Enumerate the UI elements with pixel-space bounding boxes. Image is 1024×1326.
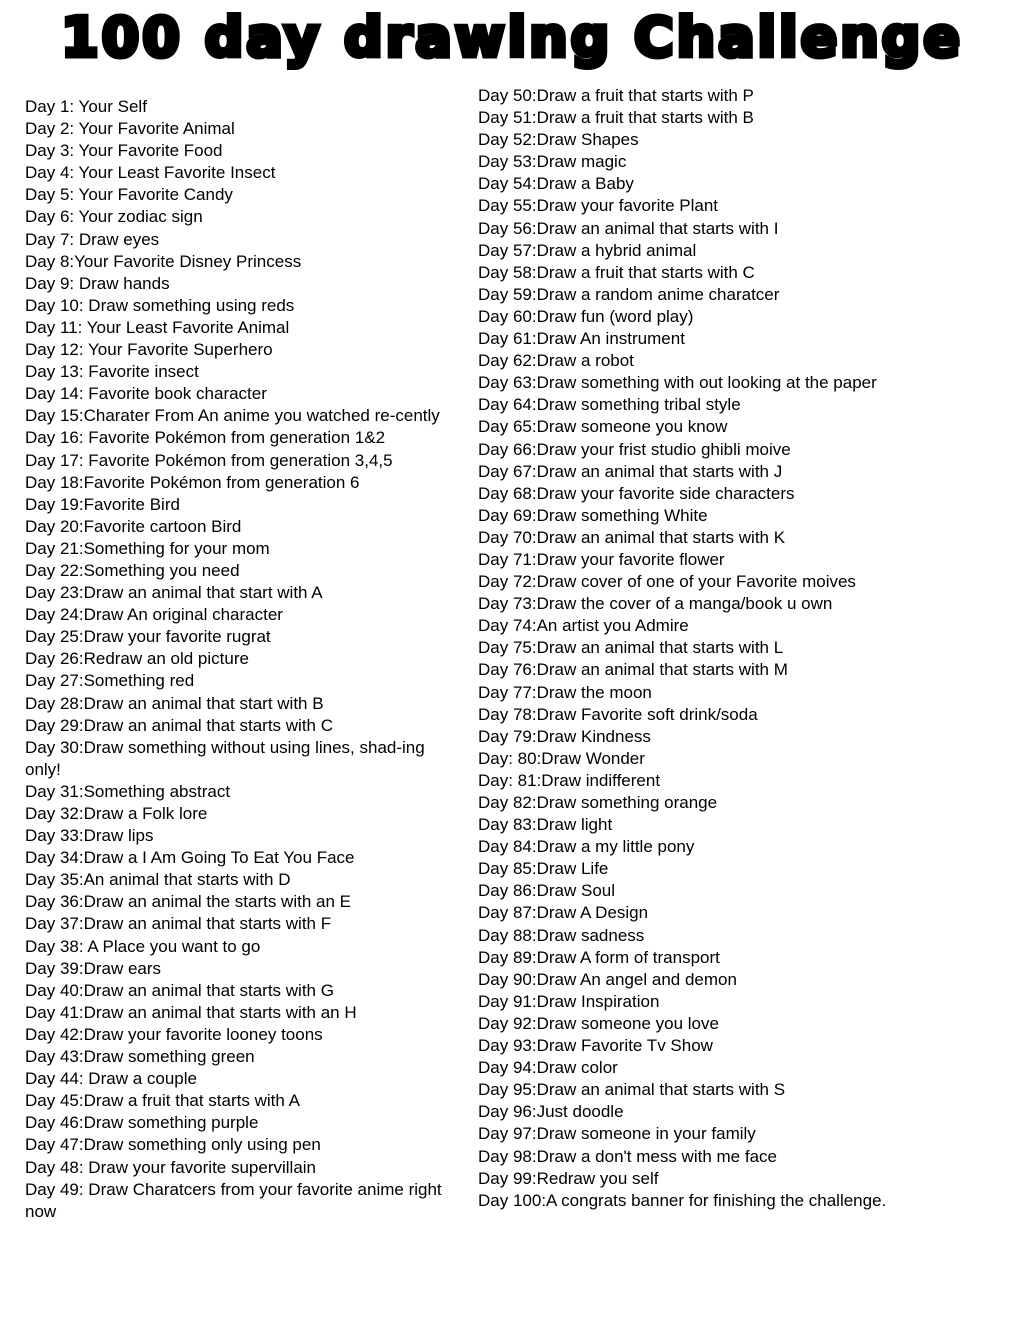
challenge-item: Day 40:Draw an animal that starts with G bbox=[25, 980, 334, 1000]
challenge-item: Day 75:Draw an animal that starts with L bbox=[478, 638, 784, 658]
challenge-item: Day 63:Draw something with out looking at the paper bbox=[478, 373, 877, 393]
challenge-item: Day 64:Draw something tribal style bbox=[478, 395, 741, 415]
challenge-item: Day 28:Draw an animal that start with B bbox=[25, 693, 324, 713]
challenge-item: Day 50:Draw a fruit that starts with P bbox=[478, 86, 754, 105]
challenge-item: Day 39:Draw ears bbox=[25, 958, 162, 978]
challenge-item: Day 29:Draw an animal that starts with C bbox=[25, 715, 334, 735]
challenge-item: Day 70:Draw an animal that starts with K bbox=[478, 527, 786, 547]
challenge-item: Day 46:Draw something purple bbox=[25, 1113, 259, 1133]
challenge-item: Day 76:Draw an animal that starts with M bbox=[478, 660, 788, 680]
challenge-item: Day 62:Draw a robot bbox=[478, 351, 634, 371]
challenge-item: Day 100:A congrats banner for finishing the challenge. bbox=[478, 1190, 887, 1210]
challenge-item: Day 18:Favorite Pokémon from generation 6 bbox=[25, 472, 360, 492]
challenge-item: Day 15:Charater From An anime you watched re-cently bbox=[25, 406, 440, 426]
challenge-item: Day 38: A Place you want to go bbox=[25, 936, 261, 956]
challenge-item: Day 23:Draw an animal that start with A bbox=[25, 583, 323, 603]
challenge-item: Day 68:Draw your favorite side characters bbox=[478, 483, 795, 503]
challenge-item: Day 31:Something abstract bbox=[25, 781, 231, 801]
challenge-item: Day 65:Draw someone you know bbox=[478, 417, 728, 437]
challenge-item: Day 60:Draw fun (word play) bbox=[478, 306, 694, 326]
challenge-item: Day 98:Draw a don't mess with me face bbox=[478, 1146, 777, 1166]
challenge-item: Day 72:Draw cover of one of your Favorite moives bbox=[478, 572, 856, 592]
challenge-item: Day: 80:Draw Wonder bbox=[478, 748, 645, 768]
challenge-item: Day 97:Draw someone in your family bbox=[478, 1124, 756, 1144]
challenge-item: Day 43:Draw something green bbox=[25, 1047, 255, 1067]
challenge-item: Day 53:Draw magic bbox=[478, 152, 627, 172]
right-column bbox=[478, 85, 1020, 1212]
challenge-item: Day 17: Favorite Pokémon from generation 3,4,5 bbox=[25, 450, 393, 470]
challenge-item: Day 8:Your Favorite Disney Princess bbox=[25, 251, 302, 271]
challenge-item: Day 85:Draw Life bbox=[478, 859, 609, 879]
challenge-item: Day 67:Draw an animal that starts with J bbox=[478, 461, 783, 481]
challenge-item: Day 51:Draw a fruit that starts with B bbox=[478, 108, 754, 128]
challenge-item: Day 87:Draw A Design bbox=[478, 903, 649, 923]
challenge-item: Day: 81:Draw indifferent bbox=[478, 770, 661, 790]
challenge-item: Day 54:Draw a Baby bbox=[478, 174, 634, 194]
challenge-item: Day 37:Draw an animal that starts with F bbox=[25, 914, 332, 934]
challenge-item: Day 56:Draw an animal that starts with I bbox=[478, 218, 779, 238]
page-title: 100 day drawing Challenge bbox=[61, 6, 963, 69]
challenge-item: Day 86:Draw Soul bbox=[478, 881, 616, 901]
challenge-item: Day 69:Draw something White bbox=[478, 505, 708, 525]
challenge-item: Day 96:Just doodle bbox=[478, 1102, 624, 1122]
challenge-item: Day 93:Draw Favorite Tv Show bbox=[478, 1036, 713, 1056]
challenge-item: Day 19:Favorite Bird bbox=[25, 494, 180, 514]
challenge-item: Day 57:Draw a hybrid animal bbox=[478, 240, 697, 260]
challenge-item: Day 82:Draw something orange bbox=[478, 793, 718, 812]
challenge-item: Day 77:Draw the moon bbox=[478, 682, 652, 702]
challenge-item: Day 84:Draw a my little pony bbox=[478, 837, 695, 857]
challenge-item: Day 27:Something red bbox=[25, 671, 195, 691]
challenge-item: Day 88:Draw sadness bbox=[478, 925, 645, 945]
challenge-item: Day 92:Draw someone you love bbox=[478, 1013, 719, 1033]
challenge-item: Day 47:Draw something only using pen bbox=[25, 1135, 321, 1155]
challenge-item: Day 71:Draw your favorite flower bbox=[478, 549, 725, 569]
challenge-item: Day 89:Draw A form of transport bbox=[478, 947, 720, 967]
challenge-item: Day 13: Favorite insect bbox=[25, 362, 199, 382]
challenge-item: Day 30:Draw something without using lines, shad-ing only! bbox=[25, 737, 425, 779]
challenge-item: Day 55:Draw your favorite Plant bbox=[478, 196, 718, 216]
challenge-item: Day 32:Draw a Folk lore bbox=[25, 804, 208, 823]
challenge-item: Day 21:Something for your mom bbox=[25, 538, 270, 558]
challenge-item: Day 90:Draw An angel and demon bbox=[478, 969, 737, 989]
challenge-item: Day 41:Draw an animal that starts with an H bbox=[25, 1002, 357, 1022]
challenge-item: Day 1: Your Self bbox=[25, 97, 147, 116]
challenge-item: Day 83:Draw light bbox=[478, 815, 613, 835]
challenge-item: Day 78:Draw Favorite soft drink/soda bbox=[478, 704, 758, 724]
challenge-item: Day 95:Draw an animal that starts with S bbox=[478, 1080, 786, 1100]
challenge-item: Day 24:Draw An original character bbox=[25, 605, 283, 625]
challenge-item: Day 4: Your Least Favorite Insect bbox=[25, 163, 276, 183]
challenge-item: Day 49: Draw Charatcers from your favorite anime right now bbox=[25, 1179, 442, 1221]
challenge-item: Day 5: Your Favorite Candy bbox=[25, 185, 233, 205]
challenge-item: Day 10: Draw something using reds bbox=[25, 295, 295, 315]
challenge-item: Day 2: Your Favorite Animal bbox=[25, 119, 235, 139]
challenge-item: Day 58:Draw a fruit that starts with C bbox=[478, 262, 755, 282]
challenge-item: Day 59:Draw a random anime charatcer bbox=[478, 284, 780, 304]
challenge-item: Day 79:Draw Kindness bbox=[478, 726, 651, 746]
left-column bbox=[25, 96, 445, 1223]
challenge-item: Day 12: Your Favorite Superhero bbox=[25, 340, 273, 360]
challenge-item: Day 6: Your zodiac sign bbox=[25, 207, 203, 227]
challenge-item: Day 73:Draw the cover of a manga/book u own bbox=[478, 594, 833, 614]
challenge-item: Day 52:Draw Shapes bbox=[478, 130, 639, 150]
challenge-item: Day 9: Draw hands bbox=[25, 273, 170, 293]
challenge-item: Day 35:An animal that starts with D bbox=[25, 870, 291, 890]
challenge-item: Day 22:Something you need bbox=[25, 560, 240, 580]
challenge-item: Day 94:Draw color bbox=[478, 1058, 618, 1078]
challenge-item: Day 61:Draw An instrument bbox=[478, 329, 685, 349]
challenge-item: Day 34:Draw a I Am Going To Eat You Face bbox=[25, 848, 355, 868]
challenge-item: Day 14: Favorite book character bbox=[25, 384, 267, 404]
challenge-item: Day 11: Your Least Favorite Animal bbox=[25, 317, 290, 337]
challenge-item: Day 20:Favorite cartoon Bird bbox=[25, 516, 242, 536]
challenge-item: Day 7: Draw eyes bbox=[25, 229, 160, 249]
challenge-item: Day 36:Draw an animal the starts with an E bbox=[25, 892, 351, 912]
challenge-item: Day 3: Your Favorite Food bbox=[25, 141, 223, 161]
challenge-item: Day 99:Redraw you self bbox=[478, 1168, 659, 1188]
challenge-item: Day 44: Draw a couple bbox=[25, 1069, 197, 1089]
challenge-item: Day 48: Draw your favorite supervillain bbox=[25, 1157, 317, 1177]
challenge-item: Day 42:Draw your favorite looney toons bbox=[25, 1024, 323, 1044]
challenge-item: Day 25:Draw your favorite rugrat bbox=[25, 627, 271, 647]
challenge-item: Day 16: Favorite Pokémon from generation 1&2 bbox=[25, 428, 386, 448]
challenge-item: Day 26:Redraw an old picture bbox=[25, 649, 249, 669]
challenge-item: Day 45:Draw a fruit that starts with A bbox=[25, 1091, 300, 1111]
challenge-item: Day 91:Draw Inspiration bbox=[478, 991, 660, 1011]
challenge-item: Day 33:Draw lips bbox=[25, 826, 154, 846]
challenge-item: Day 74:An artist you Admire bbox=[478, 616, 689, 636]
challenge-item: Day 66:Draw your frist studio ghibli moive bbox=[478, 439, 791, 459]
